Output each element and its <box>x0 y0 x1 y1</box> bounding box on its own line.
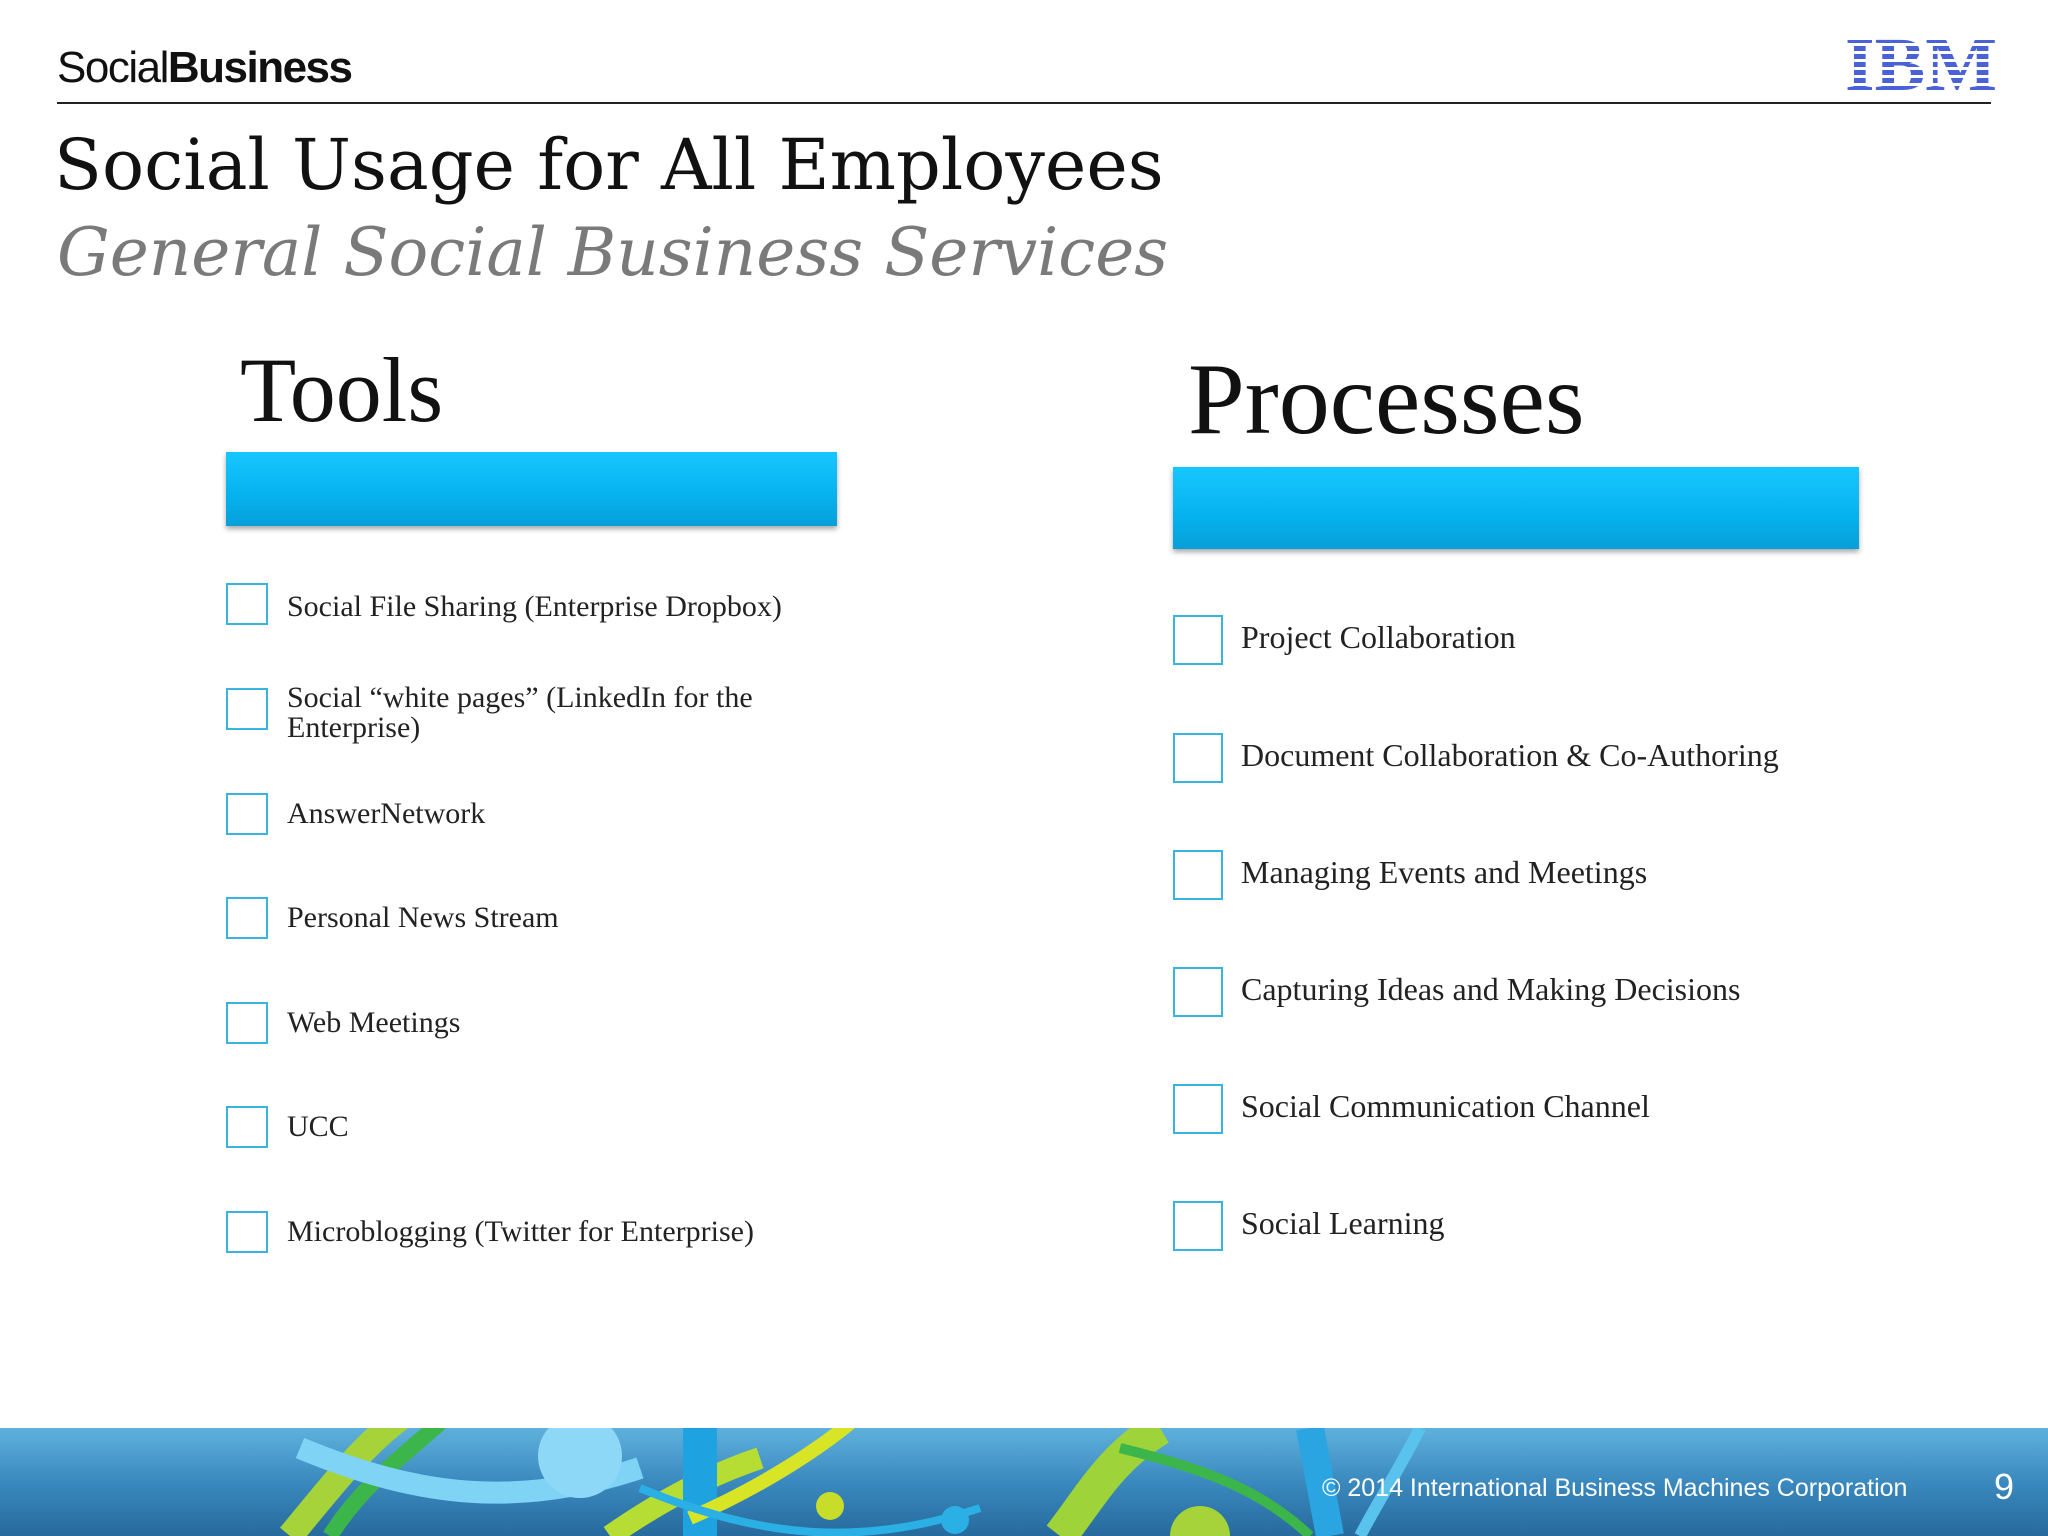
tools-bar <box>226 452 837 526</box>
item-label: Social Learning <box>1241 1205 1445 1241</box>
item-label: AnswerNetwork <box>287 797 486 830</box>
checkbox[interactable] <box>1173 615 1223 665</box>
tools-heading: Tools <box>240 339 444 441</box>
header-divider <box>57 102 1991 104</box>
checkbox[interactable] <box>226 1211 268 1253</box>
item-label: Managing Events and Meetings <box>1241 854 1648 890</box>
item-label: Microblogging (Twitter for Enterprise) <box>287 1215 754 1248</box>
item-label: Web Meetings <box>287 1006 461 1039</box>
slide-title: Social Usage for All Employees <box>54 124 1164 206</box>
checkbox[interactable] <box>226 897 268 939</box>
copyright-text: © 2014 International Business Machines Corporation <box>1322 1474 1908 1502</box>
item-label: Project Collaboration <box>1241 619 1516 655</box>
checkbox[interactable] <box>1173 850 1223 900</box>
processes-heading: Processes <box>1188 343 1585 456</box>
checkbox[interactable] <box>226 583 268 625</box>
item-label: Personal News Stream <box>287 901 559 934</box>
processes-bar <box>1173 467 1859 549</box>
item-label: Social Communication Channel <box>1241 1088 1650 1124</box>
checkbox[interactable] <box>1173 1201 1223 1251</box>
checkbox[interactable] <box>226 793 268 835</box>
item-label: Social “white pages” (LinkedIn for the <box>287 681 753 714</box>
brand-business: Business <box>167 43 352 92</box>
checkbox[interactable] <box>226 1106 268 1148</box>
slide-subtitle: General Social Business Services <box>57 214 1169 291</box>
page-number: 9 <box>1994 1466 2015 1507</box>
checkbox[interactable] <box>226 688 268 730</box>
checkbox[interactable] <box>1173 733 1223 783</box>
item-label: Capturing Ideas and Making Decisions <box>1241 971 1741 1007</box>
checkbox[interactable] <box>1173 1084 1223 1134</box>
checkbox[interactable] <box>226 1002 268 1044</box>
item-label-line2: Enterprise) <box>287 711 421 744</box>
svg-text:IBM: IBM <box>1845 30 1997 96</box>
ibm-logo-icon <box>1844 30 1998 96</box>
item-label: Document Collaboration & Co-Authoring <box>1241 737 1779 773</box>
brand-wordmark <box>57 40 351 96</box>
item-label: UCC <box>287 1110 349 1143</box>
item-label: Social File Sharing (Enterprise Dropbox) <box>287 590 782 623</box>
footer-band <box>0 1428 2048 1536</box>
brand-social: Social <box>57 43 168 92</box>
checkbox[interactable] <box>1173 967 1223 1017</box>
